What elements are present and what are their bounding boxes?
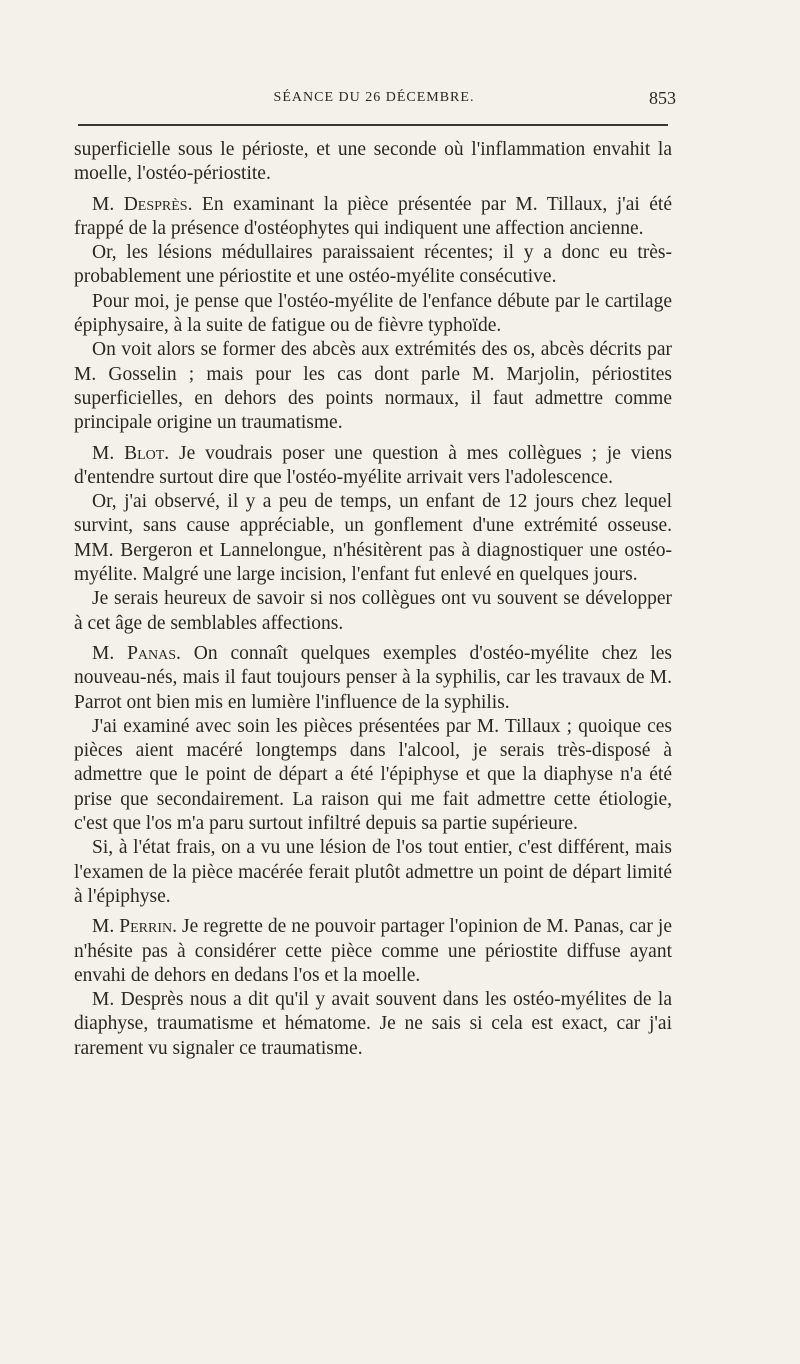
paragraph: Je serais heureux de savoir si nos collègues ont vu souvent se développer à cet âge de semblables affections. xyxy=(74,588,672,634)
header-rule xyxy=(78,124,668,126)
running-title: SÉANCE DU 26 DÉCEMBRE. xyxy=(273,90,475,105)
paragraph: Si, à l'état frais, on a vu une lésion de l'os tout entier, c'est différent, mais l'examen de la pièce macérée ferait plutôt admettre un point de départ limité à l'épiphyse. xyxy=(74,837,672,907)
speaker-name: M. Panas. xyxy=(92,642,181,664)
page-number: 853 xyxy=(649,88,676,108)
speaker-name: M. Desprès. xyxy=(92,193,193,215)
speaker-name: M. Perrin. xyxy=(92,916,177,938)
paragraph: J'ai examiné avec soin les pièces présentées par M. Tillaux ; quoique ces pièces aient macéré longtemps dans l'alcool, je serais très-disposé à admettre que le point de départ a été l'épiphyse et que la diaphyse n'a été prise que secondairement. La raison qui me fait admettre cette étiologie, c'est que l'os m'a paru surtout infiltré depuis sa partie supérieure. xyxy=(74,715,672,835)
paragraph: M. Desprès. En examinant la pièce présentée par M. Tillaux, j'ai été frappé de la présence d'ostéophytes qui indiquent une affection ancienne. xyxy=(74,193,672,239)
speaker-name: M. Blot. xyxy=(92,442,170,464)
paragraph: Or, les lésions médullaires paraissaient récentes; il y a donc eu très-probablement une périostite et une ostéo-myélite consécutive. xyxy=(74,242,672,288)
paragraph: Pour moi, je pense que l'ostéo-myélite de l'enfance débute par le cartilage épiphysaire, à la suite de fatigue ou de fièvre typhoïde. xyxy=(74,290,672,337)
paragraph: On voit alors se former des abcès aux extrémités des os, abcès décrits par M. Gosselin ; mais pour les cas dont parle M. Marjolin, périostites superficielles, en dehors des points normaux, il faut admettre comme principale origine un traumatisme. xyxy=(74,339,672,434)
paragraph: M. Desprès nous a dit qu'il y avait souvent dans les ostéo-myélites de la diaphyse, traumatisme et hématome. Je ne sais si cela est exact, car j'ai rarement vu signaler ce traumatisme. xyxy=(74,989,672,1059)
paragraph: M. Perrin. Je regrette de ne pouvoir partager l'opinion de M. Panas, car je n'hésite pas à considérer cette pièce comme une périostite diffuse ayant envahi de dehors en dedans l'os et la moelle. xyxy=(74,916,672,986)
paragraph: Or, j'ai observé, il y a peu de temps, un enfant de 12 jours chez lequel survint, sans cause appréciable, un gonflement d'une extrémité osseuse. MM. Bergeron et Lannelongue, n'hésitèrent pas à diagnostiquer une ostéo-myélite. Malgré une large incision, l'enfant fut enlevé en quelques jours. xyxy=(74,491,672,586)
paragraph: M. Panas. On connaît quelques exemples d'ostéo-myélite chez les nouveau-nés, mais il faut toujours penser à la syphilis, car les travaux de M. Parrot ont bien mis en lumière l'influence de la syphilis. xyxy=(74,642,672,713)
running-head xyxy=(74,88,674,112)
paragraph: superficielle sous le périoste, et une seconde où l'inflammation envahit la moelle, l'ostéo-périostite. xyxy=(74,139,672,185)
body-text xyxy=(74,138,672,1061)
paragraph: M. Blot. Je voudrais poser une question à mes collègues ; je viens d'entendre surtout dire que l'ostéo-myélite arrivait vers l'adolescence. xyxy=(74,442,672,488)
